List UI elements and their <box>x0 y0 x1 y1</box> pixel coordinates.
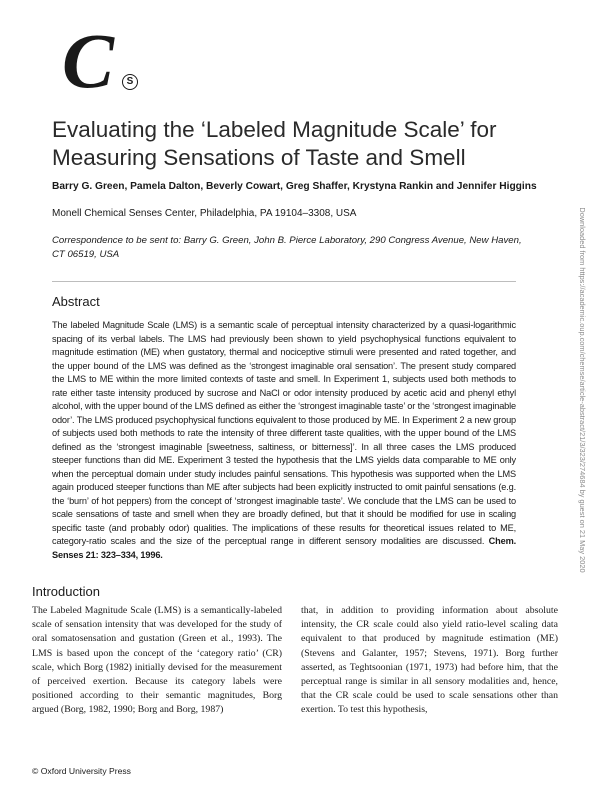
author-list: Barry G. Green, Pamela Dalton, Beverly Cowart, Greg Shaffer, Krystyna Rankin and Jennifer Higgins <box>52 181 537 192</box>
abstract-heading: Abstract <box>52 294 100 309</box>
download-watermark: Downloaded from https://academic.oup.com/chemse/article-abstract/21/3/323/274684 by guest on 21 May 2020 <box>578 207 587 573</box>
correspondence: Correspondence to be sent to: Barry G. Green, John B. Pierce Laboratory, 290 Congress Avenue, New Haven, CT 06519, USA <box>52 235 522 260</box>
article-title: Evaluating the ‘Labeled Magnitude Scale’ for Measuring Sensations of Taste and Smell <box>52 117 497 170</box>
abstract-body <box>52 319 516 562</box>
logo-badge: S <box>122 74 138 90</box>
introduction-heading: Introduction <box>32 584 100 599</box>
logo-letter: C <box>62 17 115 104</box>
affiliation: Monell Chemical Senses Center, Philadelphia, PA 19104–3308, USA <box>52 208 357 219</box>
abstract-text: The labeled Magnitude Scale (LMS) is a semantic scale of perceptual intensity characterized by a quasi-logarithmic spacing of its verbal labels. The LMS had previously been shown to yield psychophysical functions equivalent to magnitude estimation (ME) when gustatory, thermal and nociceptive stimuli were presented and rated together, and the upper bound of the LMS was defined as the ‘strongest imaginable oral sensation’. The present study compared the LMS to ME within the more limited contexts of taste and smell. In Experiment 1, subjects used both methods to rate either taste intensity produced by sucrose and NaCl or odor intensity produced by acetic acid and phenyl ethyl alcohol, with the upper bound of the LMS defined as either the ‘strongest imaginable taste’ or the ‘strongest imaginable odor’. The LMS produced psychophysical functions equivalent to those produced by ME. In Experiment 2 a new group of subjects used both methods to rate the intensity of three different taste qualities, with the upper bound of the LMS defined as the ‘strongest imaginable [sweetness, saltiness, or bitterness]’. In all three cases the LMS produced steeper functions than did ME. Experiment 3 tested the hypothesis that the LMS yields data comparable to ME only when the perceptual domain under study includes painful sensations. This hypothesis was supported when the LMS again produced steeper functions than ME after subjects had been explicitly instructed to omit painful sensations (e.g. the ‘burn’ of hot peppers) from the concept of ‘strongest imaginable taste’. We conclude that the LMS can be used to scale sensations of taste and smell when they are broadly defined, but that it should be modified for use in scaling specific taste (and probably odor) qualities. The implications of these results for theoretical issues related to ME, category-ratio scales and the size of the perceptual range in different sensory modalities are discussed. <box>52 320 516 546</box>
abstract-citation: Chem. Senses 21: 323–334, 1996. <box>52 536 517 560</box>
journal-logo <box>62 17 142 104</box>
divider <box>52 281 516 282</box>
introduction-column-right: that, in addition to providing information about absolute intensity, the CR scale could also yield ratio-level scaling data equivalent to that produced by magnitude estimation (ME) (Stevens and Galanter, 1957; Stevens, 1971). Borg further asserted, as Teghtsoonian (1971, 1973) had before him, that the perceptual range is similar in all sensory modalities and, hence, that the CR scale could be used to scale sensations other than exertion. To test this hypothesis, <box>301 605 558 716</box>
publisher-footer: © Oxford University Press <box>32 766 131 776</box>
introduction-column-left: The Labeled Magnitude Scale (LMS) is a semantically-labeled scale of sensation intensity that was developed for the study of oral somatosensation and gustation (Green et al., 1993). The LMS is based upon the concept of the ‘category ratio’ (CR) scale, which Borg (1982) initially devised for the measurement of perceived exertion. Because its category labels were positioned according to their semantic magnitudes, Borg argued (Borg, 1982, 1990; Borg and Borg, 1987) <box>32 605 282 716</box>
